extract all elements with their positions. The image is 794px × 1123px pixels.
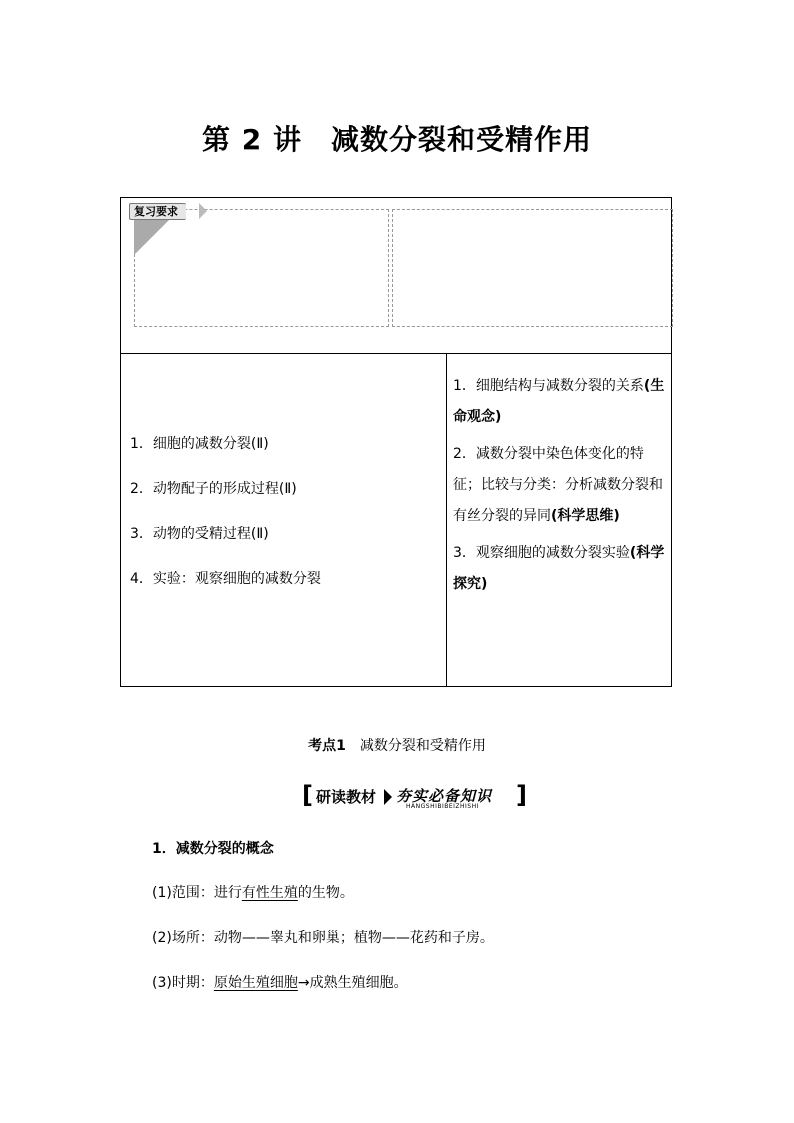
right-competency-list [453,371,667,606]
tag-arrow-icon [199,203,207,219]
section-title: 减数分裂和受精作用 [359,738,486,754]
line-suffix: 的生物。 [297,885,354,901]
item-category: (科学探究) [453,545,665,592]
section-heading [0,735,794,755]
content-line-period [152,972,408,992]
banner-left-text: 研读教材 [316,788,377,806]
underlined-term: 有性生殖 [241,885,298,901]
review-requirements-tag: 复习要求 [129,203,186,220]
left-bracket-icon: [ [302,781,313,809]
column-divider [446,353,447,687]
section-label: 考点1 [308,738,346,754]
banner-pinyin: HANGSHIBIBEIZHISHI [406,803,479,810]
item-text: 3．观察细胞的减数分裂实验 [453,545,630,561]
item-text: 1．细胞结构与减数分裂的关系 [453,378,644,394]
content-line-range [152,882,354,902]
line-prefix: (1)范围：进行 [152,885,242,901]
dashed-box-right [392,209,673,327]
line-suffix: 成熟生殖细胞。 [309,975,408,991]
row-divider [121,353,671,354]
study-banner [302,782,526,812]
list-item: 1．细胞的减数分裂(Ⅱ) [130,436,269,452]
content-line-location: (2)场所：动物——睾丸和卵巢；植物——花药和子房。 [152,930,494,946]
list-item [453,538,667,600]
page-title: 第 2 讲 减数分裂和受精作用 [202,123,592,156]
list-item [453,439,667,532]
right-bracket-icon: ] [516,781,527,809]
dashed-box-left [134,209,389,327]
item-category: (科学思维) [551,508,620,524]
list-item: 4．实验：观察细胞的减数分裂 [130,571,321,587]
line-prefix: (3)时期： [152,975,214,991]
underlined-term: 原始生殖细胞 [213,975,298,991]
arrow-icon: → [297,975,310,991]
list-item: 3．动物的受精过程(Ⅱ) [130,526,269,542]
banner-arrow-icon [384,789,392,805]
banner-right-text: 夯实必备知识 [396,787,493,805]
list-item: 2．动物配子的形成过程(Ⅱ) [130,481,297,497]
content-heading: 1．减数分裂的概念 [152,841,274,857]
item-text: 2．减数分裂中染色体变化的特征；比较与分类：分析减数分裂和有丝分裂的异同 [453,446,663,524]
corner-triangle-icon [134,219,170,255]
item-category: (生命观念) [453,378,665,425]
left-requirements-list [130,434,430,614]
review-requirements-table [120,197,672,687]
list-item [453,371,667,433]
